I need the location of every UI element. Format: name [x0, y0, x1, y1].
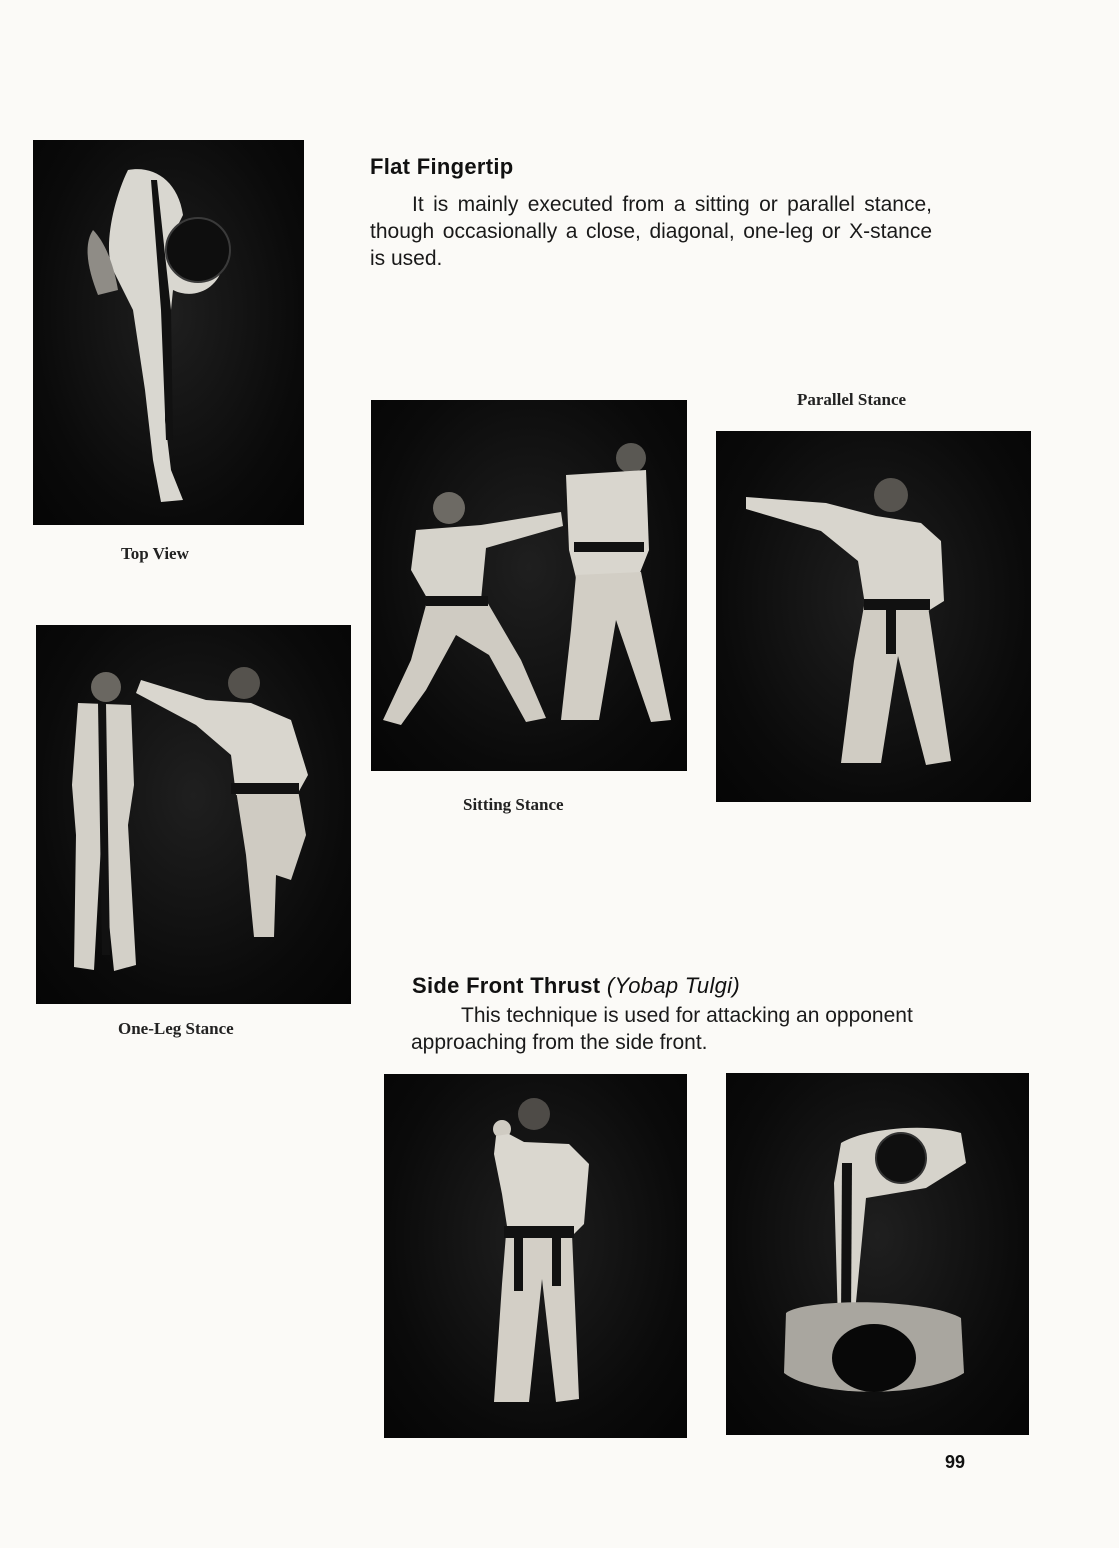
photo-parallel-stance: [716, 431, 1031, 802]
photo-top-view: [33, 140, 304, 525]
caption-sitting-stance: Sitting Stance: [463, 795, 564, 814]
section-title-text: Side Front Thrust: [412, 973, 601, 998]
page-number: 99: [945, 1452, 966, 1472]
section-title-flat-fingertip: [370, 154, 514, 180]
section-body-flat-fingertip: It is mainly executed from a sitting or parallel stance, though occasionally a close, diagonal, one-leg or X-stance is used.: [370, 193, 932, 270]
section-title-translation: (Yobap Tulgi): [606, 973, 740, 998]
section-body-side-front-thrust: This technique is used for attacking an opponent approaching from the side front.: [411, 1004, 913, 1054]
caption-parallel-stance: Parallel Stance: [797, 390, 907, 409]
caption-top-view: Top View: [121, 544, 189, 563]
photo-side-front-thrust-front: [384, 1074, 687, 1438]
section-title-side-front-thrust: [412, 973, 740, 999]
photo-sitting-stance: [371, 400, 687, 771]
section-title-text: Flat Fingertip: [370, 154, 514, 179]
photo-one-leg-stance: [36, 625, 351, 1004]
photo-side-front-thrust-top: [726, 1073, 1029, 1435]
caption-one-leg-stance: One-Leg Stance: [118, 1019, 234, 1038]
